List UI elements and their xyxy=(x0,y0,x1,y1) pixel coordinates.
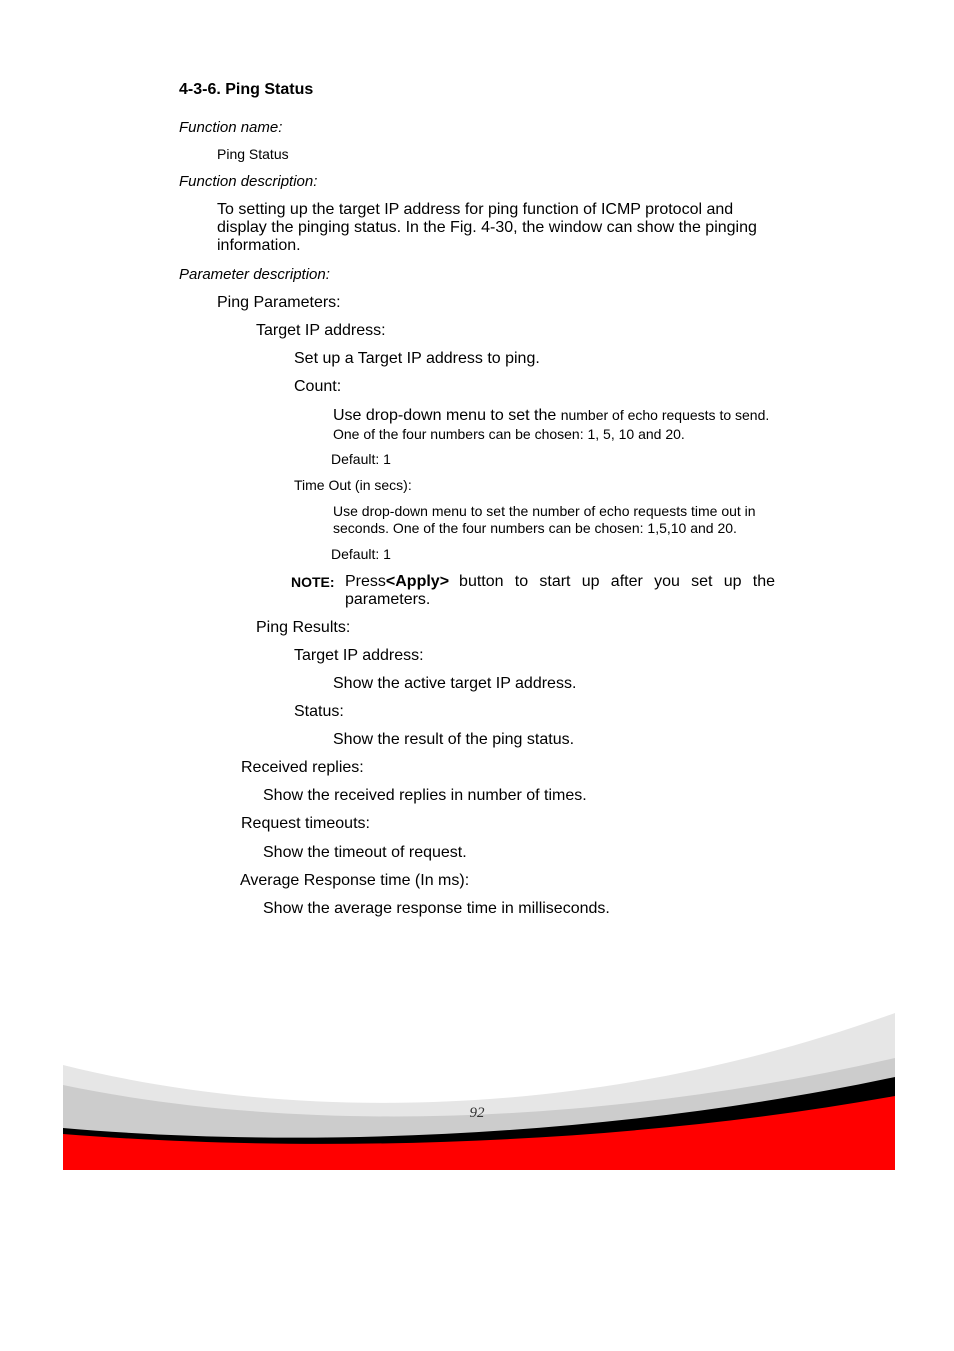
count-desc-part2: number of echo requests to send. xyxy=(560,407,770,423)
note-apply-button-ref: <Apply> xyxy=(385,573,450,590)
function-name-label: Function name: xyxy=(179,119,283,136)
page-number: 92 xyxy=(469,1105,485,1121)
count-description xyxy=(333,406,769,443)
note-label: NOTE: xyxy=(291,574,335,590)
ping-parameters-heading: Ping Parameters: xyxy=(217,294,341,311)
function-description-line: To setting up the target IP address for ping function of ICMP protocol and xyxy=(217,201,734,218)
timeout-desc-line: seconds. One of the four numbers can be chosen: 1,5,10 and 20. xyxy=(333,520,737,536)
note-press: Press xyxy=(345,573,386,590)
result-status-desc: Show the result of the ping status. xyxy=(333,731,575,748)
note-word: you xyxy=(654,573,680,590)
timeout-default: Default: 1 xyxy=(331,546,391,562)
param-target-ip-label: Target IP address: xyxy=(256,322,386,339)
note-rest xyxy=(459,573,775,591)
footer-swoosh xyxy=(63,1010,895,1170)
note-word: up xyxy=(723,573,742,590)
note-word: after xyxy=(610,573,643,590)
note-word: up xyxy=(581,573,600,590)
note-word: start xyxy=(539,573,571,590)
note-word: set xyxy=(691,573,713,590)
note-line-1 xyxy=(345,573,775,591)
function-name-value: Ping Status xyxy=(217,146,289,162)
function-description-line: information. xyxy=(217,237,301,254)
received-replies-label: Received replies: xyxy=(241,759,364,776)
result-status-label: Status: xyxy=(294,703,344,720)
avg-response-label: Average Response time (In ms): xyxy=(240,872,470,889)
result-target-ip-label: Target IP address: xyxy=(294,647,424,664)
function-description-label: Function description: xyxy=(179,173,318,190)
timeout-label: Time Out (in secs): xyxy=(294,477,412,493)
function-description-line: display the pinging status. In the Fig. 4-30, the window can show the pinging xyxy=(217,219,757,236)
result-target-ip-desc: Show the active target IP address. xyxy=(333,675,577,692)
ping-results-heading: Ping Results: xyxy=(256,619,351,636)
param-target-ip-desc: Set up a Target IP address to ping. xyxy=(294,350,540,367)
count-default: Default: 1 xyxy=(331,451,391,467)
request-timeouts-desc: Show the timeout of request. xyxy=(263,844,467,861)
count-label: Count: xyxy=(294,378,342,395)
request-timeouts-label: Request timeouts: xyxy=(241,815,370,832)
note-word: button xyxy=(459,573,504,590)
count-desc-part1: Use drop-down menu to set the xyxy=(333,407,557,424)
section-title: 4-3-6. Ping Status xyxy=(179,81,314,98)
count-desc-line2: One of the four numbers can be chosen: 1, 5, 10 and 20. xyxy=(333,426,685,442)
timeout-desc-line: Use drop-down menu to set the number of echo requests time out in xyxy=(333,503,756,519)
received-replies-desc: Show the received replies in number of times. xyxy=(263,787,587,804)
avg-response-desc: Show the average response time in milliseconds. xyxy=(263,900,610,917)
timeout-description xyxy=(333,503,756,537)
note-line-2: parameters. xyxy=(345,591,431,608)
note-word: to xyxy=(514,573,529,590)
parameter-description-label: Parameter description: xyxy=(179,266,330,283)
note-word: the xyxy=(752,573,775,590)
function-description xyxy=(217,201,757,255)
